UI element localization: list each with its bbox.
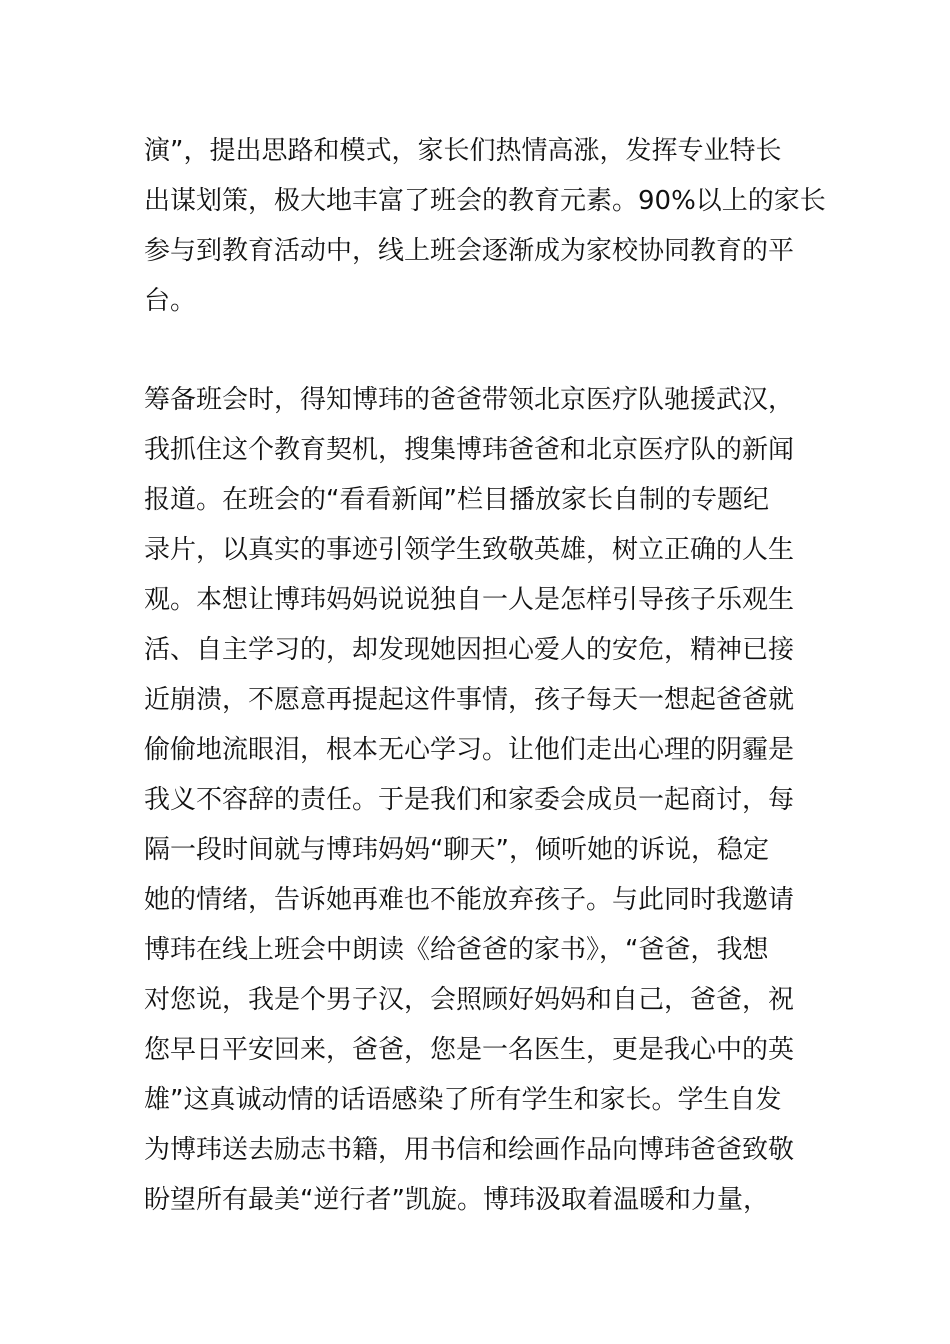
text-line: 演”，提出思路和模式，家长们热情高涨，发挥专业特长	[144, 136, 782, 166]
text-line: 雄”这真诚动情的话语感染了所有学生和家长。学生自发	[144, 1085, 782, 1115]
text-line: 筹备班会时，得知博玮的爸爸带领北京医疗队驰援武汉，	[144, 385, 795, 415]
text-line: 出谋划策，极大地丰富了班会的教育元素。90%以上的家长	[144, 186, 826, 216]
text-line: 观。本想让博玮妈妈说说独自一人是怎样引导孩子乐观生	[144, 585, 795, 615]
text-line: 台。	[144, 286, 197, 316]
text-line: 我抓住这个教育契机，搜集博玮爸爸和北京医疗队的新闻	[144, 435, 795, 465]
text-line: 对您说，我是个男子汉，会照顾好妈妈和自己，爸爸，祝	[144, 985, 795, 1015]
paragraph-1	[144, 126, 826, 326]
text-line: 她的情绪，告诉她再难也不能放弃孩子。与此同时我邀请	[144, 885, 795, 915]
text-line: 博玮在线上班会中朗读《给爸爸的家书》，“爸爸，我想	[144, 935, 769, 965]
text-line: 报道。在班会的“看看新闻”栏目播放家长自制的专题纪	[144, 485, 769, 515]
text-line: 参与到教育活动中，线上班会逐渐成为家校协同教育的平	[144, 236, 795, 266]
text-line: 偷偷地流眼泪，根本无心学习。让他们走出心理的阴霾是	[144, 735, 795, 765]
paragraph-2	[144, 375, 814, 1225]
text-line: 我义不容辞的责任。于是我们和家委会成员一起商讨，每	[144, 785, 795, 815]
text-line: 近崩溃，不愿意再提起这件事情，孩子每天一想起爸爸就	[144, 685, 795, 715]
text-line: 为博玮送去励志书籍，用书信和绘画作品向博玮爸爸致敬	[144, 1135, 795, 1165]
text-line: 录片，以真实的事迹引领学生致敬英雄，树立正确的人生	[144, 535, 795, 565]
text-line: 您早日平安回来，爸爸，您是一名医生，更是我心中的英	[144, 1035, 795, 1065]
text-line: 活、自主学习的，却发现她因担心爱人的安危，精神已接	[144, 635, 795, 665]
text-line: 盼望所有最美“逆行者”凯旋。博玮汲取着温暖和力量，	[144, 1185, 769, 1215]
text-line: 隔一段时间就与博玮妈妈“聊天”，倾听她的诉说，稳定	[144, 835, 769, 865]
